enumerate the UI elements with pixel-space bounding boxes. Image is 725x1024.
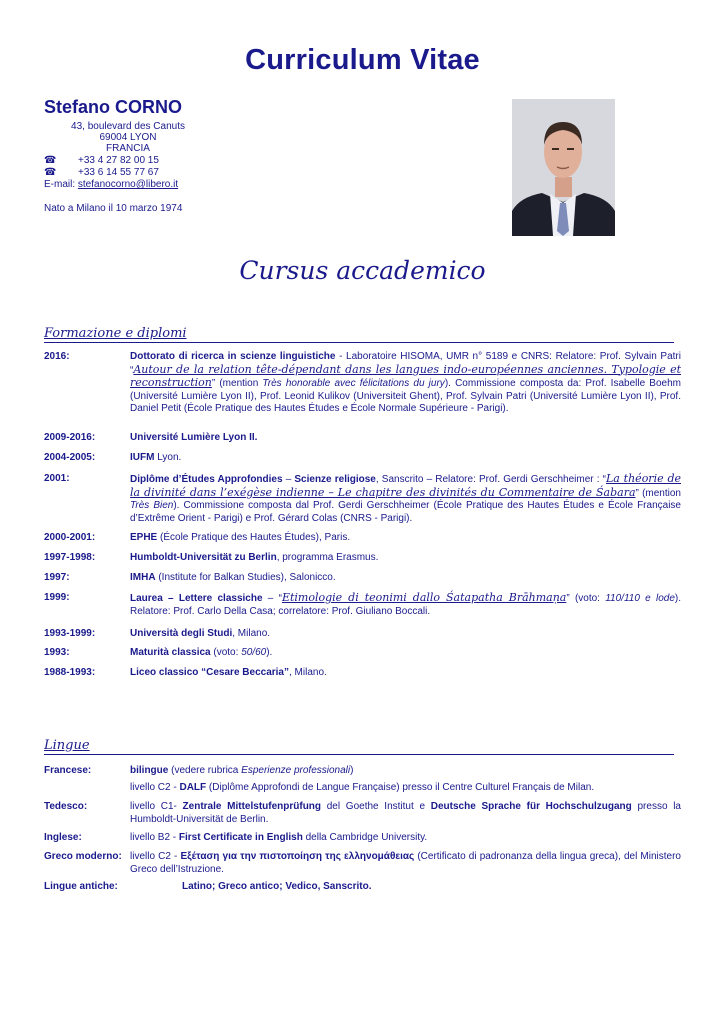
language-name: Inglese: [44,832,82,843]
entry-date: 2004-2005: [44,452,96,463]
entry-date: 2001: [44,473,70,484]
entry-date: 1997-1998: [44,552,96,563]
section-title: Lingue [44,738,90,753]
language-name: Tedesco: [44,801,88,812]
entry-text: Laurea – Lettere classiche – “Etimologie di teonimi dallo Śatapatha Brāhmaṇa” (voto: 110/110 e lode). Relatore: Prof. Carlo Della Casa; correlatore: Prof. Giuliano Boccali. [130,591,681,617]
entry-text: Université Lumière Lyon II. [130,432,258,443]
entry-text: Maturità classica (voto: 50/60). [130,647,273,658]
language-text: livello C2 - DALF (Diplôme Approfondi de Langue Française) presso il Centre Culturel Français de Milan. [130,782,595,793]
phone-landline [44,155,159,166]
entry-text: Dottorato di ricerca in scienze linguistiche - Laboratoire HISOMA, UMR n° 5189 e CNRS: Relatore: Prof. Sylvain Patri “Autour de la relation tête-dépendant dans les langues indo-européennes anciennes. Typologie et reconstruction” (mention Très honorable avec félicitations du jury). Commissione composta da: Prof. Isabelle Boehm (Université Lumière Lyon II), Prof. Leonid Kulikov (Universiteit Ghent), Prof. Sylvain Patri (Université Lumière Lyon II), Prof. Daniel Petit (École Pratique des Hautes Études e École Normale Supérieure - Parigi). [130,351,681,414]
entry-date: 1988-1993: [44,667,96,678]
section-heading-lingue [44,738,674,755]
language-name: Greco moderno: [44,851,122,862]
address-city: 69004 LYON [99,132,157,143]
address-country: FRANCIA [106,143,150,154]
entry-date: 2016: [44,351,70,362]
phone-number: +33 4 27 82 00 15 [78,155,159,166]
language-name: Francese: [44,765,92,776]
entry-date: 1999: [44,592,70,603]
entry-text: EPHE (École Pratique des Hautes Études), Paris. [130,532,351,543]
phone-icon: ☎ [44,167,57,178]
entry-text: Liceo classico “Cesare Beccaria”, Milano. [130,667,327,678]
person-name: Stefano CORNO [44,97,183,117]
entry-text: IMHA (Institute for Balkan Studies), Salonicco. [130,572,336,583]
section-heading-cursus: Cursus accademico [239,256,486,285]
phone-mobile [44,167,159,178]
entry-date: 1993: [44,647,70,658]
entry-text: Humboldt-Universität zu Berlin, programma Erasmus. [130,552,379,563]
email-link[interactable]: stefanocorno@libero.it [77,179,179,190]
page-title: Curriculum Vitae [245,44,480,76]
language-text: livello C2 - Εξέταση για την πιστοποίηση της ελληνομάθειας (Certificato di padronanza della lingua greca), del Ministero Greco dell’Istruzione. [130,851,681,875]
language-text: bilingue (vedere rubrica Esperienze professionali) [130,765,354,776]
address-street: 43, boulevard des Canuts [71,121,185,132]
birth-info: Nato a Milano il 10 marzo 1974 [44,203,183,214]
entry-date: 1993-1999: [44,628,96,639]
entry-date: 2000-2001: [44,532,96,543]
entry-text: Diplôme d’Études Approfondies – Scienze religiose, Sanscrito – Relatore: Prof. Gerdi Gerschheimer : “La théorie de la divinité dans l’exégèse indienne – Le chapitre des divinités du Commentaire de Śabara” (mention Très Bien). Commissione composta dal Prof. Gerdi Gerschheimer (École Pratique des Hautes Études e École Française d’Extrême Orient - Parigi) e Prof. Gérard Colas (CNRS - Parigi). [130,472,681,524]
entry-date: 1997: [44,572,70,583]
language-text: Latino; Greco antico; Vedico, Sanscrito. [182,881,372,892]
phone-icon: ☎ [44,155,57,166]
entry-text: IUFM Lyon. [130,452,182,463]
entry-text: Università degli Studi, Milano. [130,628,271,639]
profile-photo [512,99,615,236]
language-text: livello C1- Zentrale Mittelstufenprüfung del Goethe Institut e Deutsche Sprache für Hochschulzugang presso la Humboldt-Universität de Berlin. [130,801,681,825]
entry-date: 2009-2016: [44,432,96,443]
section-heading-formazione [44,326,674,343]
phone-number: +33 6 14 55 77 67 [78,167,159,178]
language-name: Lingue antiche: [44,881,118,892]
language-text: livello B2 - First Certificate in English della Cambridge University. [130,832,428,843]
email-label: E-mail: [44,179,78,190]
section-title: Formazione e diplomi [44,326,187,341]
email-line [44,179,178,190]
